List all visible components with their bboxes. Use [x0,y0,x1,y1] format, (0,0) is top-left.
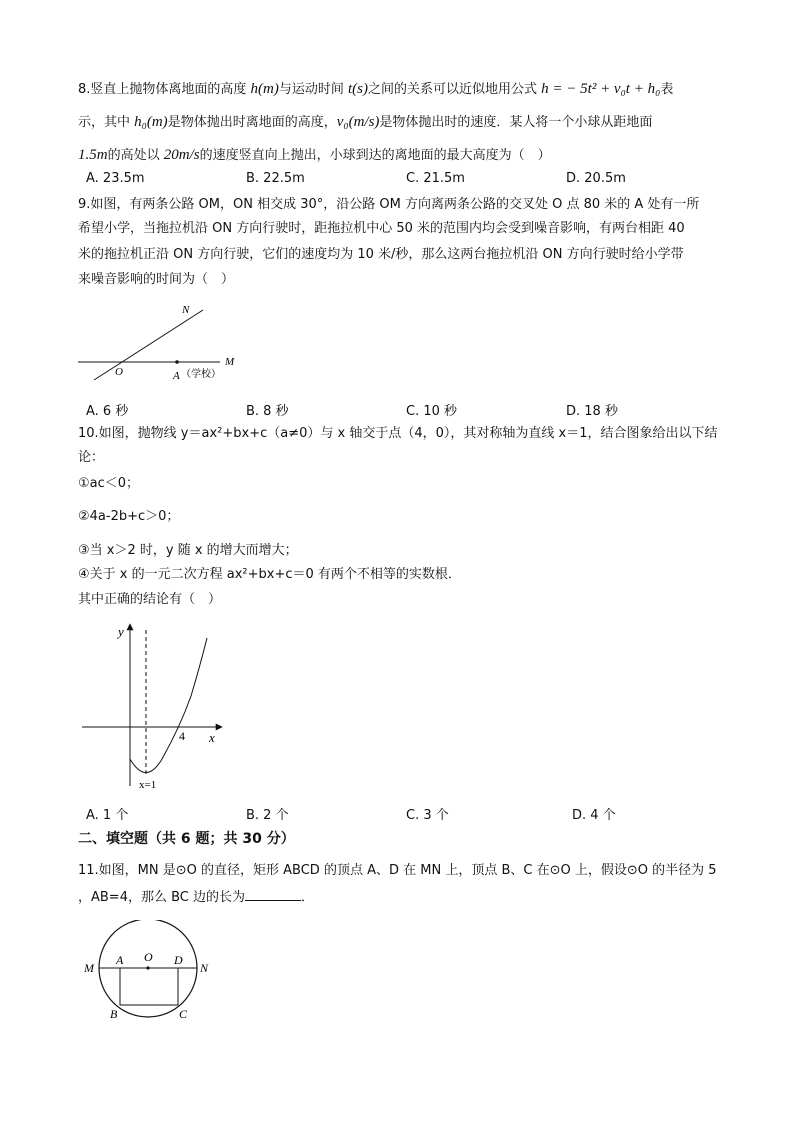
q10-statement-2: ②4a-2b+c＞0； [78,509,180,524]
label-a: A [116,953,124,967]
label-m: M [225,356,235,368]
q9-options [86,400,706,418]
q10-option-c: C. 3 个 [406,808,449,823]
label-school: （学校） [181,369,221,380]
label-n: N [182,304,190,316]
q9-line-4: 来噪音影响的时间为（ ） [78,272,235,287]
label-b: B [110,1007,118,1021]
q8-options [86,171,706,189]
label-n: N [200,961,209,975]
q10-statement-4: ④关于 x 的一元二次方程 ax²+bx+c＝0 有两个不相等的实数根． [78,567,461,582]
q8-line-2: 示，其中 h₀(m)是物体抛出时离地面的高度，v₀(m/s)是物体抛出时的速度．某人将一个小球从距地面 [78,114,653,130]
x-axis-label: x [209,730,215,745]
center-point [146,966,149,969]
q10-line-2: 论： [78,450,105,465]
parabola-curve [130,638,207,773]
rectangle-abcd [120,968,178,1005]
q8-option-d: D. 20.5m [566,171,626,186]
q11-circle-figure [80,920,220,1030]
answer-blank[interactable] [245,887,301,901]
q9-line-3: 米的拖拉机正沿 ON 方向行驶，它们的速度均为 10 米/秒，那么这两台拖拉机沿 ON 方向行驶时给小学带 [78,247,684,262]
q10-statement-3: ③当 x＞2 时，y 随 x 的增大而增大； [78,543,298,558]
q8-h0-expr: h₀(m) [134,114,168,130]
label-c: C [179,1007,188,1021]
q8-h-expr: h(m) [250,81,279,97]
q10-line-1: 10.如图，抛物线 y＝ax²+bx+c（a≠0）与 x 轴交于点（4，0），其对称轴为直线 x＝1，结合图象给出以下结 [78,426,718,441]
q10-statement-1: ①ac＜0； [78,476,140,491]
q9-option-a: A. 6 秒 [86,404,129,419]
q10-parabola-figure [72,616,232,796]
q11-line-2: ，AB=4，那么 BC 边的长为 ． [78,887,314,907]
q8-option-a: A. 23.5m [86,171,145,186]
label-o: O [144,950,153,964]
q8-option-c: C. 21.5m [406,171,465,186]
q8-line-1: 8.竖直上抛物体离地面的高度 h(m)与运动时间 t(s)之间的关系可以近似地用公式 h = − 5t² + v₀t + h₀表 [78,81,674,97]
point-a [175,360,179,364]
q10-option-b: B. 2 个 [246,808,289,823]
y-axis-label: y [118,624,124,639]
q8-v0-expr: v₀(m/s) [336,114,380,130]
label-m: M [84,961,94,975]
q9-line-1: 9.如图，有两条公路 OM，ON 相交成 30°，沿公路 OM 方向离两条公路的交叉处 O 点 80 米的 A 处有一所 [78,197,700,212]
q9-option-c: C. 10 秒 [406,404,458,419]
q9-line-2: 希望小学，当拖拉机沿 ON 方向行驶时，距拖拉机中心 50 米的范围内均会受到噪音影响，有两台相距 40 [78,221,685,236]
q11-line-1: 11.如图，MN 是⊙O 的直径，矩形 ABCD 的顶点 A、D 在 MN 上，顶点 B、C 在⊙O 上，假设⊙O 的半径为 5 [78,863,717,878]
q9-option-b: B. 8 秒 [246,404,289,419]
symmetry-label: x=1 [139,779,157,791]
q10-option-a: A. 1 个 [86,808,129,823]
q10-line-3: 其中正确的结论有（ ） [78,592,222,607]
q8-line-3: 1.5m的高处以 20m/s的速度竖直向上抛出，小球到达的离地面的最大高度为（ ） [78,147,551,163]
root-label-4: 4 [179,729,185,743]
label-d: D [174,953,183,967]
label-o: O [115,366,123,378]
q8-option-b: B. 22.5m [246,171,305,186]
q10-option-d: D. 4 个 [572,808,616,823]
q8-formula: h = − 5t² + v₀t + h₀ [541,81,661,97]
q9-road-figure [70,298,250,388]
section-heading: 二、填空题（共 6 题；共 30 分） [78,831,295,847]
q9-option-d: D. 18 秒 [566,404,618,419]
q8-t-expr: t(s) [348,81,369,97]
label-a: A [173,370,180,382]
q10-options [86,804,706,822]
